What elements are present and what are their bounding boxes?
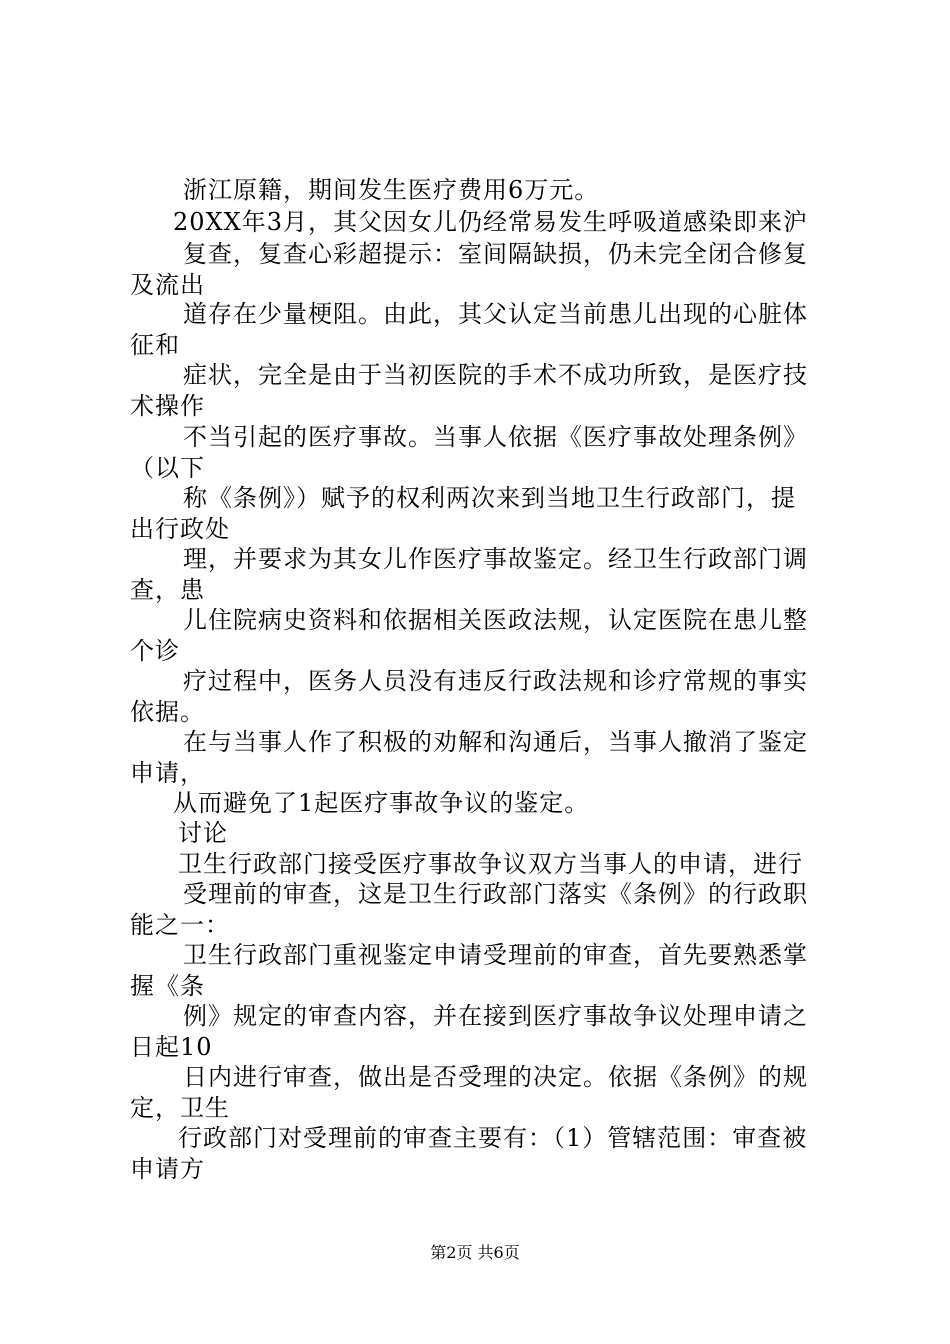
text-line: 日内进行审查，做出是否受理的决定。依据《条例》的规: [183, 1063, 808, 1091]
text-line: 依据。: [130, 698, 205, 726]
text-line: 不当引起的医疗事故。当事人依据《医疗事故处理条例》: [183, 423, 808, 451]
text-line: 申请，: [130, 759, 205, 787]
section-heading: 讨论: [178, 819, 228, 847]
text-line: 从而避免了1起医疗事故争议的鉴定。: [173, 789, 590, 817]
text-line: 受理前的审查，这是卫生行政部门落实《条例》的行政职: [183, 880, 808, 908]
text-line: 卫生行政部门接受医疗事故争议双方当事人的申请，进行: [178, 850, 803, 878]
text-line: 复查，复查心彩超提示：室间隔缺损，仍未完全闭合修复: [183, 240, 808, 268]
text-line: 及流出: [130, 271, 205, 299]
text-line: 申请方: [130, 1155, 205, 1183]
text-line: 症状，完全是由于当初医院的手术不成功所致，是医疗技: [183, 361, 808, 389]
text-line: 术操作: [130, 392, 205, 420]
text-line: 个诊: [130, 637, 180, 665]
text-line: 定，卫生: [130, 1094, 230, 1122]
text-line: 称《条例》）赋予的权利两次来到当地卫生行政部门，提: [183, 484, 796, 512]
text-line: 卫生行政部门重视鉴定申请受理前的审查，首先要熟悉掌: [183, 941, 808, 969]
text-line: 例》规定的审查内容，并在接到医疗事故争议处理申请之: [183, 1002, 808, 1030]
text-line: 道存在少量梗阻。由此，其父认定当前患儿出现的心脏体: [183, 300, 808, 328]
text-line: 疗过程中，医务人员没有违反行政法规和诊疗常规的事实: [183, 667, 808, 695]
text-line: 儿住院病史资料和依据相关医政法规，认定医院在患儿整: [183, 606, 808, 634]
text-line: 查，患: [130, 576, 205, 604]
text-line: 20XX年3月，其父因女儿仍经常易发生呼吸道感染即来沪: [173, 208, 808, 236]
text-line: 理，并要求为其女儿作医疗事故鉴定。经卫生行政部门调: [183, 545, 808, 573]
text-line: 握《条: [130, 972, 205, 1000]
text-line: （以下: [130, 454, 205, 482]
text-line: 日起10: [130, 1033, 213, 1061]
text-line: 浙江原籍，期间发生医疗费用6万元。: [183, 176, 600, 204]
text-line: 出行政处: [130, 515, 230, 543]
page-number: 第2页 共6页: [430, 1243, 520, 1262]
text-line: 在与当事人作了积极的劝解和沟通后，当事人撤消了鉴定: [183, 728, 808, 756]
text-line: 能之一：: [130, 911, 230, 939]
text-line: 行政部门对受理前的审查主要有：（1）管辖范围：审查被: [178, 1124, 808, 1152]
text-line: 征和: [130, 331, 180, 359]
